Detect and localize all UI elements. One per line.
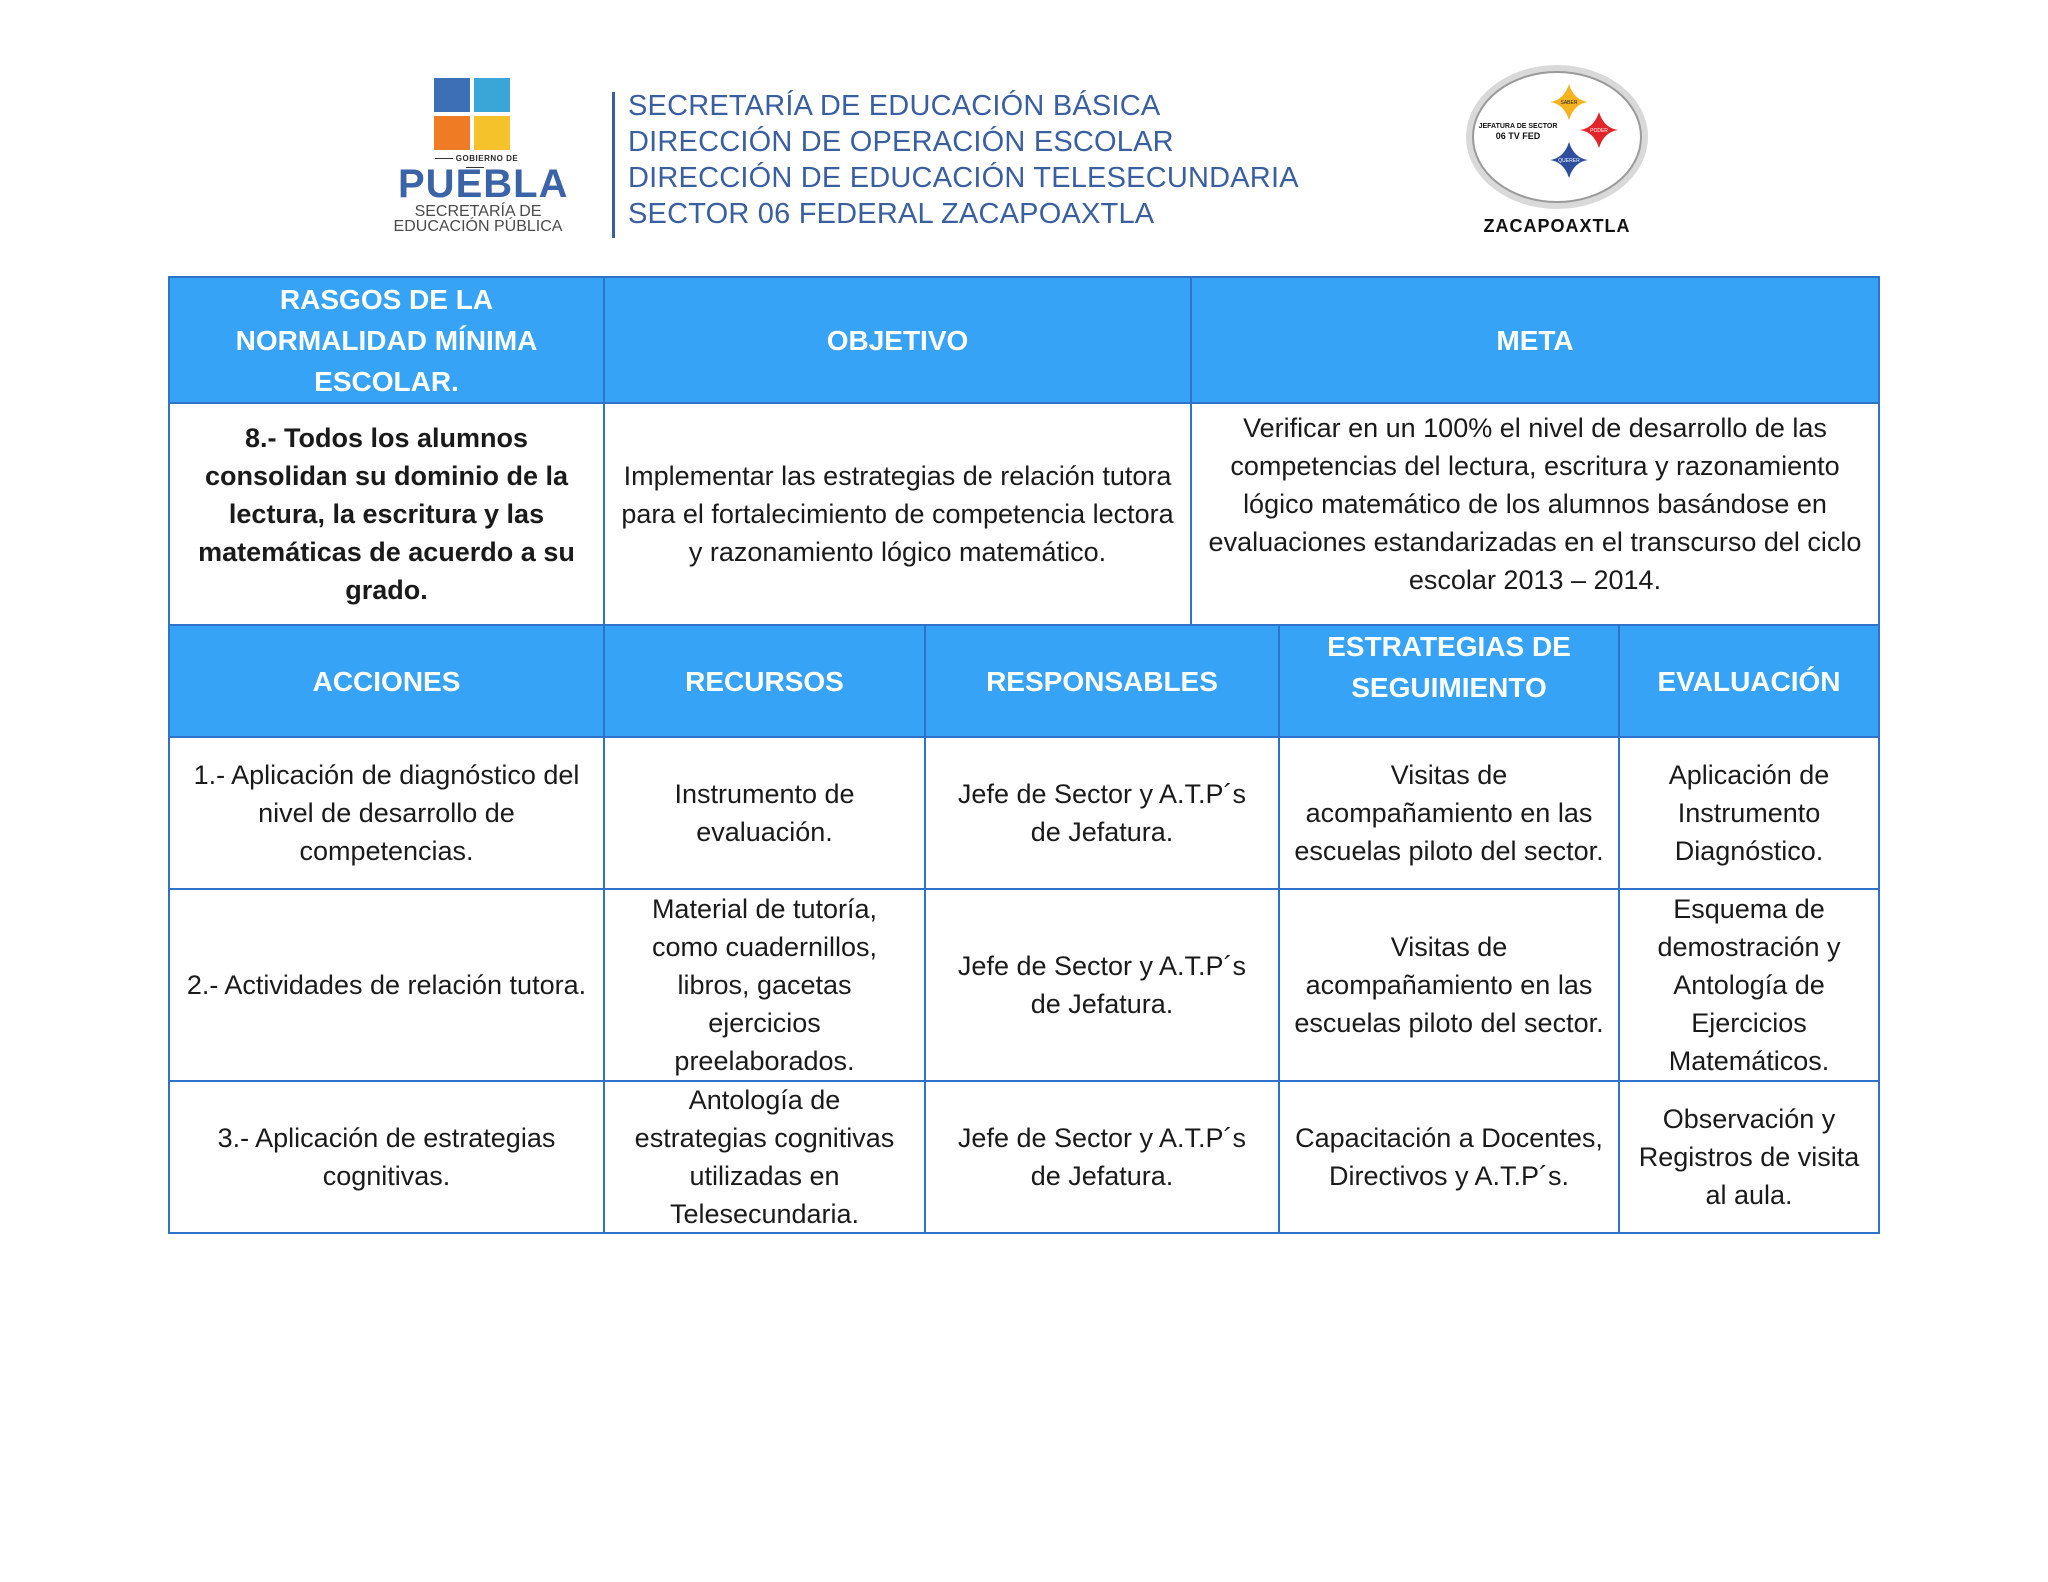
table-rule [1618, 624, 1620, 1234]
table-row-1-responsables: Jefe de Sector y A.T.P´s de Jefatura. [957, 779, 1247, 847]
header-meta: META [1192, 278, 1878, 402]
table-rule [1278, 624, 1280, 1234]
puebla-logo [378, 78, 578, 238]
table-row-2-responsables: Jefe de Sector y A.T.P´s de Jefatura. [957, 951, 1247, 1019]
table-rule [168, 888, 1880, 890]
table-rule [1190, 276, 1192, 626]
table-row-2-evaluacion: Esquema de demostración y Antología de Ejercicios Matemáticos. [1657, 894, 1841, 1076]
table-row-1-acciones: 1.- Aplicación de diagnóstico del nivel de desarrollo de competencias. [193, 760, 580, 866]
header-evaluacion: EVALUACIÓN [1620, 626, 1878, 736]
puebla-logo-name: PUEBLA [398, 162, 569, 206]
header-line-2: DIRECCIÓN DE OPERACIÓN ESCOLAR [628, 126, 1174, 158]
table-rule [168, 402, 1880, 404]
header-estrategias: ESTRATEGIAS DE SEGUIMIENTO [1280, 626, 1618, 708]
header-rasgos: RASGOS DE LA NORMALIDAD MÍNIMA ESCOLAR. [170, 278, 603, 402]
meta-cell: Verificar en un 100% el nivel de desarrollo de las competencias del lectura, escritura y razonamiento lógico matemático de los alumnos basándose en evaluaciones estandarizadas en el transcurso del ciclo escolar 2013 – 2014. [1208, 413, 1862, 595]
table-rule [168, 624, 1880, 626]
header-line-4: SECTOR 06 FEDERAL ZACAPOAXTLA [628, 198, 1155, 230]
puebla-logo-caption: GOBIERNO DE [420, 154, 530, 172]
header-acciones: ACCIONES [170, 626, 603, 736]
rasgo-cell: 8.- Todos los alumnos consolidan su dominio de la lectura, la escritura y las matemáticas de acuerdo a su grado. [198, 423, 575, 605]
puebla-emblem-icon [434, 78, 514, 152]
table-row-3-responsables: Jefe de Sector y A.T.P´s de Jefatura. [957, 1123, 1247, 1191]
sector-zacapoaxtla-logo [1462, 62, 1652, 242]
header-institution-lines [628, 88, 1299, 232]
table-row-3-evaluacion: Observación y Registros de visita al aula. [1638, 1104, 1860, 1210]
table-rule [603, 276, 605, 1234]
svg-text:QUERER: QUERER [1558, 158, 1580, 164]
table-row-1-recursos: Instrumento de evaluación. [674, 779, 855, 847]
header-line-1: SECRETARÍA DE EDUCACIÓN BÁSICA [628, 90, 1161, 122]
table-row-3-recursos: Antología de estrategias cognitivas utilizadas en Telesecundaria. [634, 1085, 895, 1229]
table-row-3-acciones: 3.- Aplicación de estrategias cognitivas. [217, 1123, 556, 1191]
objetivo-cell: Implementar las estrategias de relación tutora para el fortalecimiento de competencia lectora y razonamiento lógico matemático. [621, 461, 1174, 567]
header-divider [612, 92, 615, 238]
table-rule [168, 1080, 1880, 1082]
svg-text:PODER: PODER [1590, 128, 1608, 134]
header-responsables: RESPONSABLES [926, 626, 1278, 736]
header-estrategias-fill [1280, 706, 1618, 736]
table-row-2-acciones: 2.- Actividades de relación tutora. [186, 970, 587, 1000]
table-row-2-estrategias: Visitas de acompañamiento en las escuelas piloto del sector. [1294, 932, 1604, 1038]
table-rule [168, 736, 1880, 738]
table-rule [924, 624, 926, 1234]
svg-text:ZACAPOAXTLA: ZACAPOAXTLA [1483, 216, 1631, 236]
puebla-logo-subtitle: SECRETARÍA DE EDUCACIÓN PÚBLICA [393, 203, 563, 235]
svg-text:JEFATURA DE SECTOR: JEFATURA DE SECTOR [1478, 123, 1558, 130]
header-objetivo: OBJETIVO [605, 278, 1190, 402]
table-row-1-evaluacion: Aplicación de Instrumento Diagnóstico. [1668, 760, 1830, 866]
header-line-3: DIRECCIÓN DE EDUCACIÓN TELESECUNDARIA [628, 162, 1299, 194]
header-recursos: RECURSOS [605, 626, 924, 736]
table-row-1-estrategias: Visitas de acompañamiento en las escuelas piloto del sector. [1294, 760, 1604, 866]
table-row-3-estrategias: Capacitación a Docentes, Directivos y A.T.P´s. [1295, 1123, 1603, 1191]
svg-text:SABER: SABER [1560, 100, 1578, 106]
svg-text:06 TV FED: 06 TV FED [1495, 131, 1541, 141]
table-row-2-recursos: Material de tutoría, como cuadernillos, libros, gacetas ejercicios preelaborados. [651, 894, 878, 1076]
